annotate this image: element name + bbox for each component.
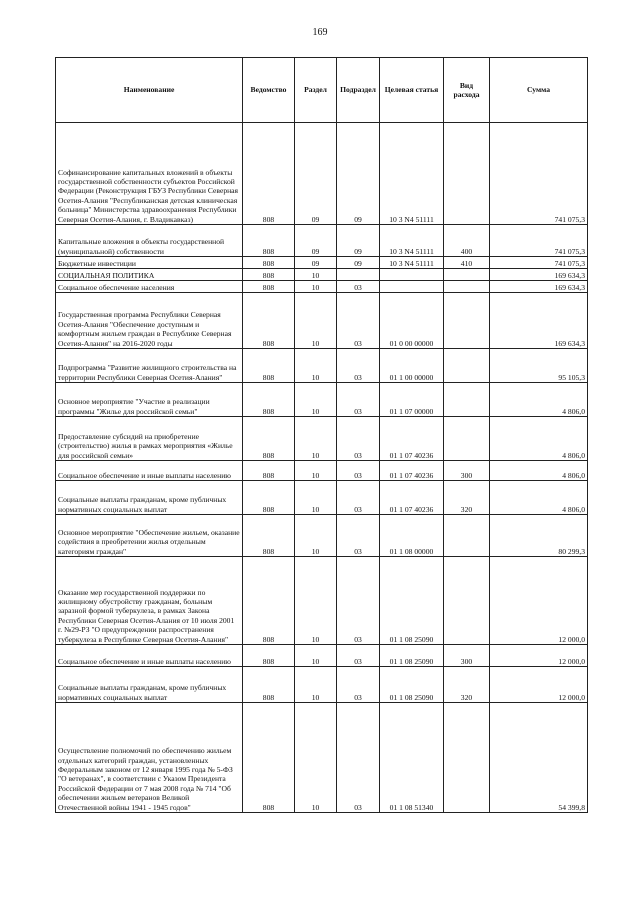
cell-dept: 808 (243, 349, 295, 383)
cell-type: 300 (444, 461, 490, 481)
cell-name: Социальные выплаты гражданам, кроме публичных нормативных социальных выплат (56, 667, 243, 703)
table-row (56, 123, 588, 225)
cell-sum: 4 806,0 (490, 461, 588, 481)
column-header-sum: Сумма (490, 58, 588, 123)
cell-section: 10 (295, 667, 337, 703)
cell-sum: 80 299,3 (490, 515, 588, 557)
cell-target: 10 3 N4 51111 (380, 257, 444, 269)
cell-target: 01 1 07 40236 (380, 417, 444, 461)
cell-dept: 808 (243, 269, 295, 281)
cell-target: 01 1 08 00000 (380, 515, 444, 557)
cell-type: 410 (444, 257, 490, 269)
cell-dept: 808 (243, 293, 295, 349)
cell-target: 01 1 08 51340 (380, 703, 444, 813)
cell-sum: 54 399,8 (490, 703, 588, 813)
cell-target: 01 1 08 25090 (380, 645, 444, 667)
cell-subsection: 09 (337, 123, 380, 225)
cell-type (444, 703, 490, 813)
cell-sum: 12 000,0 (490, 557, 588, 645)
cell-dept: 808 (243, 667, 295, 703)
table-row (56, 667, 588, 703)
cell-subsection: 03 (337, 703, 380, 813)
cell-subsection (337, 269, 380, 281)
cell-sum: 4 806,0 (490, 417, 588, 461)
cell-dept: 808 (243, 645, 295, 667)
cell-name: Социальное обеспечение и иные выплаты населению (56, 645, 243, 667)
cell-sum: 4 806,0 (490, 481, 588, 515)
cell-dept: 808 (243, 257, 295, 269)
cell-dept: 808 (243, 417, 295, 461)
cell-target (380, 281, 444, 293)
cell-dept: 808 (243, 557, 295, 645)
column-header-dept: Ведомство (243, 58, 295, 123)
column-header-subsection: Подраздел (337, 58, 380, 123)
cell-name: Бюджетные инвестиции (56, 257, 243, 269)
table-row (56, 515, 588, 557)
cell-section: 10 (295, 515, 337, 557)
table-row (56, 349, 588, 383)
cell-name: Основное мероприятие "Участие в реализации программы "Жилье для российской семьи" (56, 383, 243, 417)
cell-type (444, 293, 490, 349)
cell-target (380, 269, 444, 281)
table-row (56, 557, 588, 645)
cell-subsection: 03 (337, 281, 380, 293)
cell-sum: 741 075,3 (490, 123, 588, 225)
table-row (56, 645, 588, 667)
cell-section: 10 (295, 281, 337, 293)
cell-sum: 169 634,3 (490, 269, 588, 281)
column-header-name: Наименование (56, 58, 243, 123)
cell-subsection: 03 (337, 349, 380, 383)
cell-subsection: 09 (337, 225, 380, 257)
cell-name: Подпрограмма "Развитие жилищного строительства на территории Республики Северная Осетия-Алания" (56, 349, 243, 383)
budget-table (55, 57, 588, 813)
cell-target: 01 1 07 40236 (380, 461, 444, 481)
cell-section: 10 (295, 293, 337, 349)
cell-dept: 808 (243, 481, 295, 515)
cell-section: 10 (295, 349, 337, 383)
cell-target: 01 1 08 25090 (380, 667, 444, 703)
cell-section: 10 (295, 461, 337, 481)
cell-subsection: 03 (337, 461, 380, 481)
cell-subsection: 03 (337, 645, 380, 667)
cell-name: Софинансирование капитальных вложений в объекты государственной собственности субъектов Российской Федерации (Реконструкция ГБУЗ Республики Северная Осетия-Алания "Республиканская детская клиническая больница" Министерства здравоохранения Республики Северная Осетия-Алания, г. Владикавказ) (56, 123, 243, 225)
cell-target: 10 3 N4 51111 (380, 225, 444, 257)
cell-section: 09 (295, 123, 337, 225)
table-row (56, 417, 588, 461)
table-body (56, 123, 588, 813)
cell-subsection: 03 (337, 557, 380, 645)
cell-name: Социальное обеспечение населения (56, 281, 243, 293)
cell-dept: 808 (243, 515, 295, 557)
cell-sum: 12 000,0 (490, 645, 588, 667)
cell-sum: 4 806,0 (490, 383, 588, 417)
cell-sum: 169 634,3 (490, 293, 588, 349)
column-header-section: Раздел (295, 58, 337, 123)
cell-subsection: 03 (337, 417, 380, 461)
cell-name: Капитальные вложения в объекты государственной (муниципальной) собственности (56, 225, 243, 257)
cell-section: 10 (295, 417, 337, 461)
table-row (56, 703, 588, 813)
cell-section: 10 (295, 557, 337, 645)
cell-type: 300 (444, 645, 490, 667)
cell-name: Социальное обеспечение и иные выплаты населению (56, 461, 243, 481)
cell-name: Оказание мер государственной поддержки по жилищному обустройству гражданам, больным заразной формой туберкулеза, в рамках Закона Республики Северная Осетия-Алания от 10 июля 2001 г. №29-РЗ "О предупреждении распространения туберкулеза в Республике Северная Осетия-Алания" (56, 557, 243, 645)
cell-section: 10 (295, 645, 337, 667)
cell-section: 10 (295, 383, 337, 417)
cell-sum: 741 075,3 (490, 257, 588, 269)
cell-subsection: 03 (337, 383, 380, 417)
cell-type: 320 (444, 667, 490, 703)
cell-dept: 808 (243, 703, 295, 813)
cell-sum: 12 000,0 (490, 667, 588, 703)
cell-name: СОЦИАЛЬНАЯ ПОЛИТИКА (56, 269, 243, 281)
cell-sum: 95 105,3 (490, 349, 588, 383)
cell-dept: 808 (243, 383, 295, 417)
cell-type (444, 383, 490, 417)
cell-type: 320 (444, 481, 490, 515)
cell-sum: 169 634,3 (490, 281, 588, 293)
table-row (56, 481, 588, 515)
column-header-target: Целевая статья (380, 58, 444, 123)
cell-dept: 808 (243, 281, 295, 293)
cell-type (444, 123, 490, 225)
cell-sum: 741 075,3 (490, 225, 588, 257)
cell-type: 400 (444, 225, 490, 257)
cell-target: 01 1 08 25090 (380, 557, 444, 645)
cell-subsection: 03 (337, 667, 380, 703)
cell-type (444, 349, 490, 383)
cell-type (444, 269, 490, 281)
cell-section: 10 (295, 269, 337, 281)
cell-subsection: 03 (337, 293, 380, 349)
cell-dept: 808 (243, 225, 295, 257)
cell-name: Предоставление субсидий на приобретение (строительство) жилья в рамках мероприятия «Жилье для российской семьи» (56, 417, 243, 461)
cell-target: 10 3 N4 51111 (380, 123, 444, 225)
cell-type (444, 515, 490, 557)
cell-section: 10 (295, 703, 337, 813)
table-row (56, 225, 588, 257)
table-row (56, 257, 588, 269)
cell-subsection: 03 (337, 515, 380, 557)
cell-target: 01 1 07 40236 (380, 481, 444, 515)
cell-name: Осуществление полномочий по обеспечению жильем отдельных категорий граждан, установленных Федеральным законом от 12 января 1995 года № 5-ФЗ "О ветеранах", в соответствии с Указом Президента Российской Федерации от 7 мая 2008 года № 714 "Об обеспечении жильем ветеранов Великой Отечественной войны 1941 - 1945 годов" (56, 703, 243, 813)
cell-section: 09 (295, 257, 337, 269)
table-row (56, 293, 588, 349)
cell-dept: 808 (243, 461, 295, 481)
table-row (56, 461, 588, 481)
cell-type (444, 557, 490, 645)
table-row (56, 269, 588, 281)
cell-dept: 808 (243, 123, 295, 225)
table-header-row (56, 58, 588, 123)
cell-section: 10 (295, 481, 337, 515)
cell-target: 01 1 00 00000 (380, 349, 444, 383)
table-row (56, 281, 588, 293)
cell-subsection: 09 (337, 257, 380, 269)
column-header-type: Вид расхода (444, 58, 490, 123)
page-number: 169 (312, 27, 328, 38)
cell-name: Социальные выплаты гражданам, кроме публичных нормативных социальных выплат (56, 481, 243, 515)
cell-name: Основное мероприятие "Обеспечение жильем, оказание содействия в преобретении жилья отдельным категориям граждан" (56, 515, 243, 557)
table-row (56, 383, 588, 417)
cell-name: Государственная программа Республики Северная Осетия-Алания "Обеспечение доступным и комфортным жильем граждан в Республике Северная Осетия-Алания" на 2016-2020 годы (56, 293, 243, 349)
cell-type (444, 281, 490, 293)
cell-subsection: 03 (337, 481, 380, 515)
cell-target: 01 0 00 00000 (380, 293, 444, 349)
cell-type (444, 417, 490, 461)
cell-target: 01 1 07 00000 (380, 383, 444, 417)
cell-section: 09 (295, 225, 337, 257)
